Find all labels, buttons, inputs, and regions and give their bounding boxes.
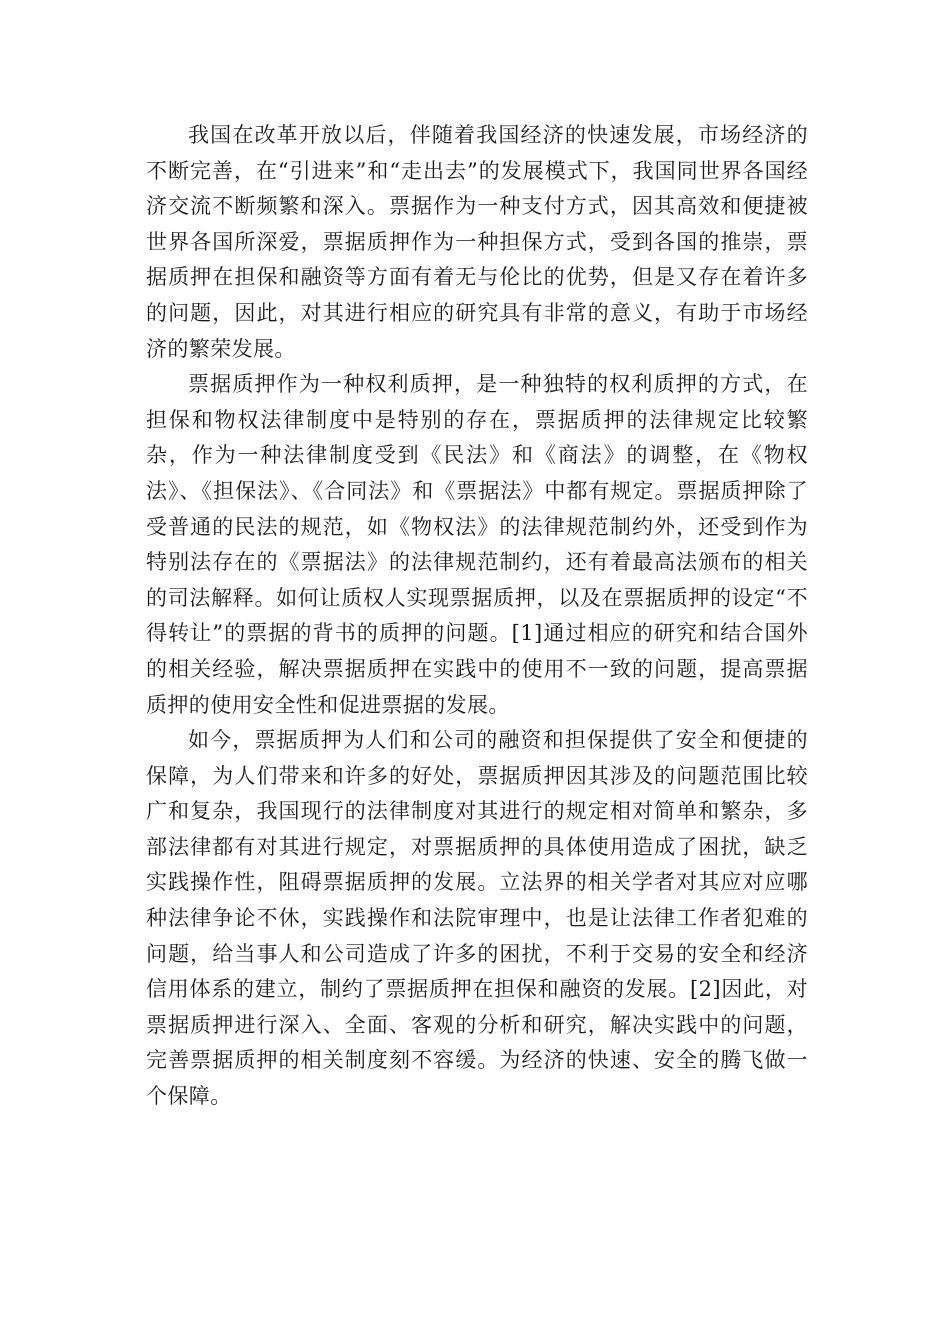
paragraph-1: 我国在改革开放以后，伴随着我国经济的快速发展，市场经济的不断完善，在“引进来”和“走出去”的发展模式下，我国同世界各国经济交流不断频繁和深入。票据作为一种支付方式，因其高效和便捷被世界各国所深爱，票据质押作为一种担保方式，受到各国的推崇，票据质押在担保和融资等方面有着无与伦比的优势，但是又存在着许多的问题，因此，对其进行相应的研究具有非常的意义，有助于市场经济的繁荣发展。: [146, 123, 808, 361]
paragraph-3: 如今，票据质押为人们和公司的融资和担保提供了安全和便捷的保障，为人们带来和许多的好处，票据质押因其涉及的问题范围比较广和复杂，我国现行的法律制度对其进行的规定相对简单和繁杂，多部法律都有对其进行规定，对票据质押的具体使用造成了困扰，缺乏实践操作性，阻碍票据质押的发展。立法界的相关学者对其应对应哪种法律争论不休，实践操作和法院审理中，也是让法律工作者犯难的问题，给当事人和公司造成了许多的困扰，不利于交易的安全和经济信用体系的建立，制约了票据质押在担保和融资的发展。[2]因此，对票据质押进行深入、全面、客观的分析和研究，解决实践中的问题，完善票据质押的相关制度刻不容缓。为经济的快速、安全的腾飞做一个保障。: [146, 728, 808, 1109]
paragraph-2: 票据质押作为一种权利质押，是一种独特的权利质押的方式，在担保和物权法律制度中是特别的存在，票据质押的法律规定比较繁杂，作为一种法律制度受到《民法》和《商法》的调整，在《物权法》、《担保法》、《合同法》和《票据法》中都有规定。票据质押除了受普通的民法的规范，如《物权法》的法律规范制约外，还受到作为特别法存在的《票据法》的法律规范制约，还有着最高法颁布的相关的司法解释。如何让质权人实现票据质押，以及在票据质押的设定“不得转让”的票据的背书的质押的问题。[1]通过相应的研究和结合国外的相关经验，解决票据质押在实践中的使用不一致的问题，提高票据质押的使用安全性和促进票据的发展。: [146, 372, 808, 717]
body-text: [146, 118, 808, 1115]
